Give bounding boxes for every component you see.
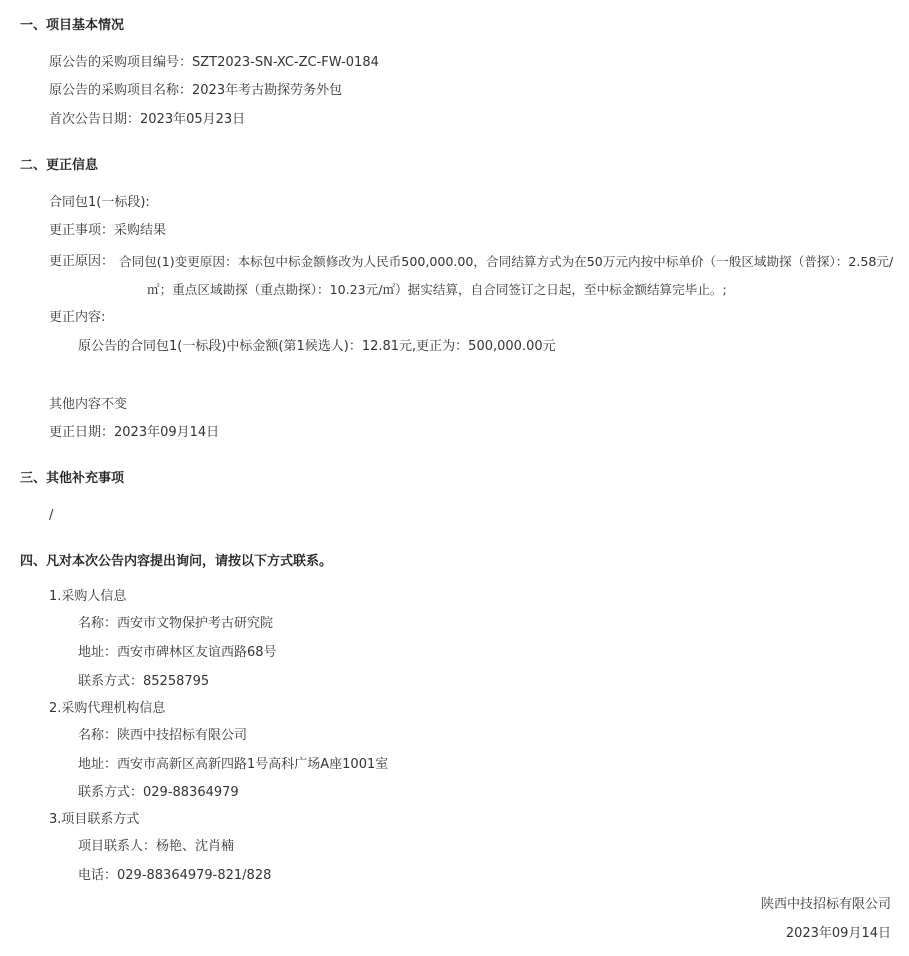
project-phone: 电话：029-88364979-821/828 [78,868,272,883]
agency-contact: 联系方式：029-88364979 [78,785,239,800]
purchaser-name: 名称：西安市文物保护考古研究院 [78,616,274,631]
purchaser-contact: 联系方式：85258795 [78,674,210,689]
section-title-basic-info: 一、项目基本情况 [20,18,125,33]
project-contact-person: 项目联系人：杨艳、沈肖楠 [78,839,235,854]
purchaser-heading: 1.采购人信息 [49,589,127,604]
section-title-supplementary: 三、其他补充事项 [20,471,125,486]
purchaser-address: 地址：西安市碑林区友谊西路68号 [78,645,277,660]
correction-date: 更正日期：2023年09月14日 [49,425,220,440]
section-title-correction-info: 二、更正信息 [20,158,99,173]
supplementary-content: / [49,508,54,523]
section-title-contact: 四、凡对本次公告内容提出询问，请按以下方式联系。 [20,554,333,569]
first-announcement-date: 首次公告日期：2023年05月23日 [49,112,246,127]
footer-date: 2023年09月14日 [785,926,891,941]
correction-reason-line1: 合同包(1)变更原因：本标包中标金额修改为人民币500,000.00，合同结算方式为在50万元内按中标单价（一般区域勘探（普探）：2.58元/ [119,254,894,269]
project-number: 原公告的采购项目编号：SZT2023-SN-XC-ZC-FW-0184 [49,55,379,70]
correction-item: 更正事项：采购结果 [49,223,167,238]
agency-name: 名称：陕西中技招标有限公司 [78,728,248,743]
correction-reason-label: 更正原因： [49,254,115,269]
agency-heading: 2.采购代理机构信息 [49,701,166,716]
correction-content-detail: 原公告的合同包1(一标段)中标金额(第1候选人)：12.81元,更正为：500,000.00元 [78,339,556,354]
project-contact-heading: 3.项目联系方式 [49,812,140,827]
other-unchanged: 其他内容不变 [49,397,128,412]
correction-reason-line2: ㎡；重点区域勘探（重点勘探）：10.23元/㎡）据实结算，自合同签订之日起，至中标金额结算完毕止。; [147,282,727,297]
contract-package: 合同包1(一标段): [49,195,150,210]
agency-address: 地址：西安市高新区高新四路1号高科广场A座1001室 [78,757,389,772]
project-name: 原公告的采购项目名称：2023年考古勘探劳务外包 [49,83,343,98]
footer-company: 陕西中技招标有限公司 [760,897,891,912]
correction-content-label: 更正内容: [49,310,106,325]
